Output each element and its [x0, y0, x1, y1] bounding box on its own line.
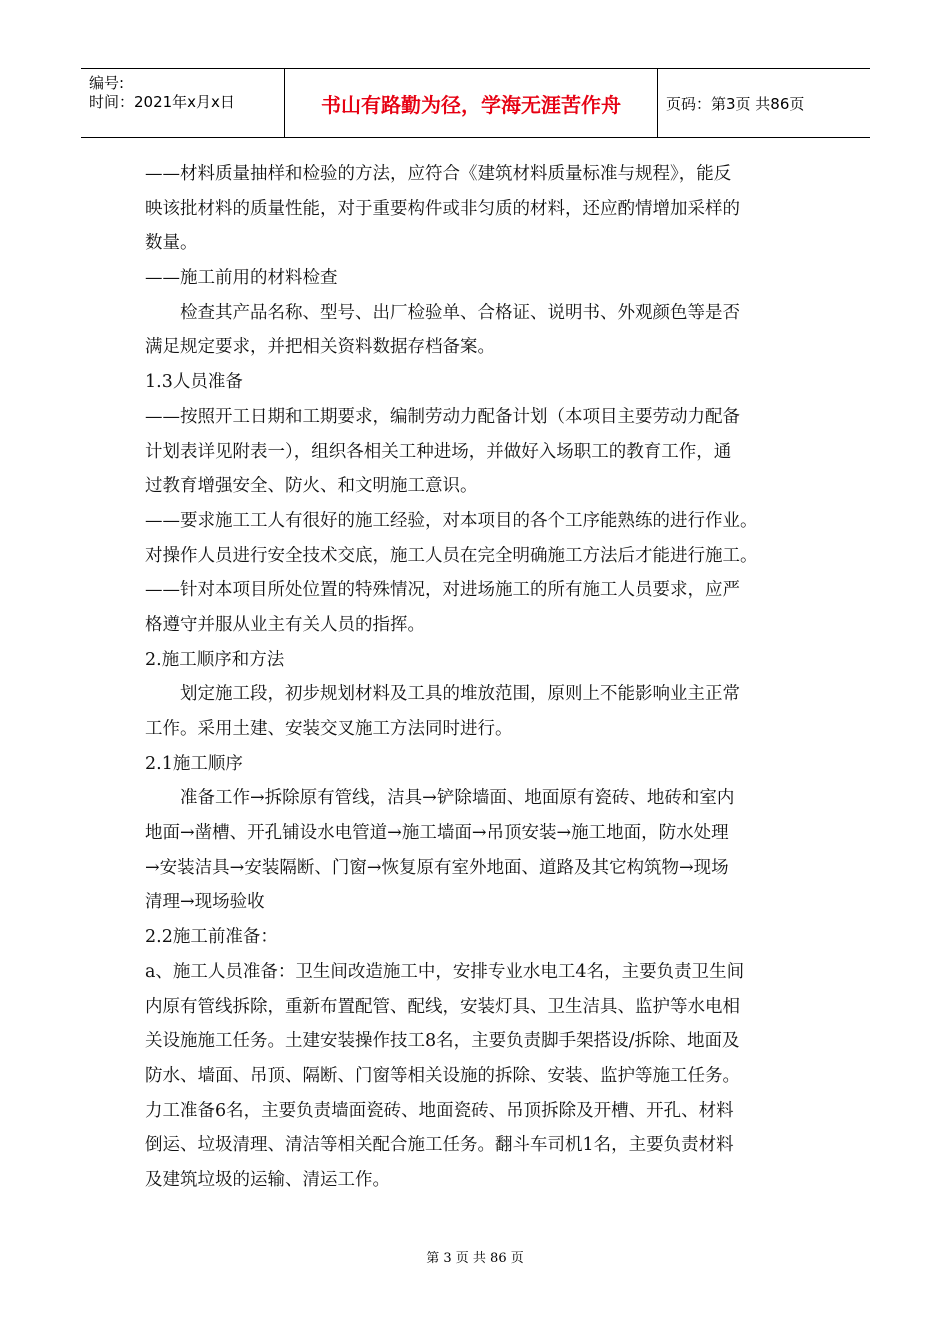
text-line: 划定施工段，初步规划材料及工具的堆放范围，原则上不能影响业主正常: [180, 684, 740, 705]
text-line: 过教育增强安全、防火、和文明施工意识。: [145, 476, 478, 497]
time-label: 时间：2021年x月x日: [89, 93, 235, 111]
body-text: [145, 157, 825, 1198]
text-line: 对操作人员进行安全技术交底，施工人员在完全明确施工方法后才能进行施工。: [145, 545, 758, 566]
text-line: ——针对本项目所处位置的特殊情况，对进场施工的所有施工人员要求，应严: [145, 580, 740, 601]
header-meta-cell: [81, 69, 285, 137]
text-line: 数量。: [145, 233, 198, 254]
text-line: 计划表详见附表一），组织各相关工种进场，并做好入场职工的教育工作，通: [145, 441, 732, 462]
text-line: 内原有管线拆除，重新布置配管、配线，安装灯具、卫生洁具、监护等水电相: [145, 996, 740, 1017]
text-line: 关设施施工任务。土建安装操作技工8名，主要负责脚手架搭设/拆除、地面及: [145, 1031, 740, 1052]
text-line: 倒运、垃圾清理、清洁等相关配合施工任务。翻斗车司机1名，主要负责材料: [145, 1135, 734, 1156]
text-line: a、施工人员准备：卫生间改造施工中，安排专业水电工4名，主要负责卫生间: [145, 961, 745, 982]
text-line: 清理→现场验收: [145, 892, 265, 913]
text-line: 映该批材料的质量性能，对于重要构件或非匀质的材料，还应酌情增加采样的: [145, 198, 740, 219]
text-line: 工作。采用土建、安装交叉施工方法同时进行。: [145, 719, 513, 739]
text-line: ——按照开工日期和工期要求，编制劳动力配备计划（本项目主要劳动力配备: [145, 406, 740, 427]
section-heading: 2.2施工前准备：: [145, 927, 278, 948]
text-line: 准备工作→拆除原有管线，洁具→铲除墙面、地面原有瓷砖、地砖和室内: [180, 788, 735, 809]
text-line: →安装洁具→安装隔断、门窗→恢复原有室外地面、道路及其它构筑物→现场: [145, 857, 729, 878]
text-line: 满足规定要求，并把相关资料数据存档备案。: [145, 337, 495, 358]
text-line: 检查其产品名称、型号、出厂检验单、合格证、说明书、外观颜色等是否: [180, 302, 740, 323]
text-line: 力工准备6名，主要负责墙面瓷砖、地面瓷砖、吊顶拆除及开槽、开孔、材料: [145, 1100, 734, 1121]
header-table: [81, 68, 870, 138]
text-line: ——施工前用的材料检查: [145, 268, 338, 289]
text-line: 格遵守并服从业主有关人员的指挥。: [145, 614, 425, 635]
text-line: 及建筑垃圾的运输、清运工作。: [145, 1169, 390, 1190]
number-label: 编号:: [89, 74, 125, 92]
header-page-label: 页码：第3页 共86页: [666, 94, 805, 113]
section-heading: 1.3人员准备: [145, 372, 243, 393]
text-line: 防水、墙面、吊顶、隔断、门窗等相关设施的拆除、安装、监护等施工任务。: [145, 1065, 740, 1086]
page-footer: 第 3 页 共 86 页: [426, 1251, 524, 1266]
text-line: ——材料质量抽样和检验的方法，应符合《建筑材料质量标准与规程》，能反: [145, 164, 732, 184]
section-heading: 2.1施工顺序: [145, 753, 243, 774]
text-line: ——要求施工工人有很好的施工经验，对本项目的各个工序能熟练的进行作业。: [145, 510, 758, 531]
header-motto: 书山有路勤为径，学海无涯苦作舟: [285, 69, 658, 137]
text-line: 地面→凿槽、开孔铺设水电管道→施工墙面→吊顶安装→施工地面，防水处理: [145, 823, 729, 844]
section-heading: 2.施工顺序和方法: [145, 649, 285, 670]
